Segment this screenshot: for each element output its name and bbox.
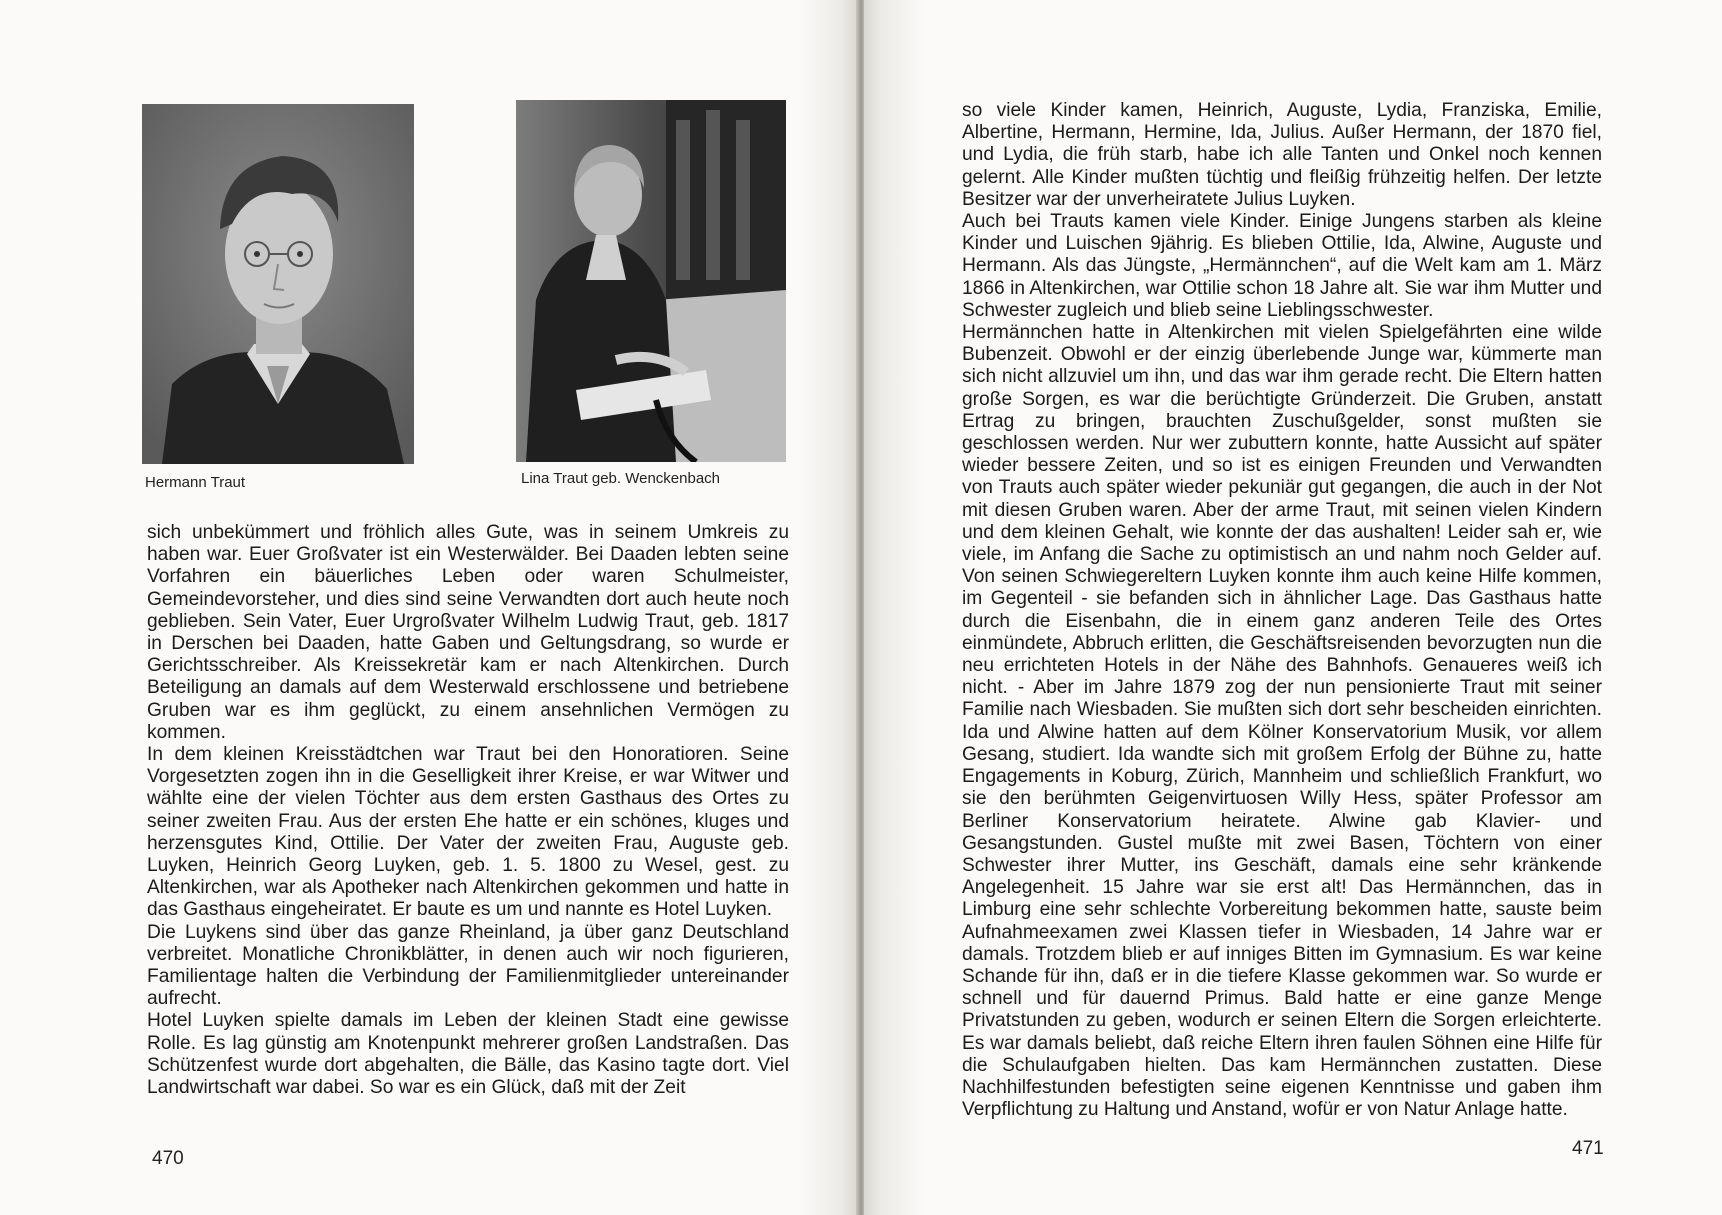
photo-caption: Lina Traut geb. Wenckenbach xyxy=(521,470,721,487)
page-number: 470 xyxy=(152,1148,184,1169)
paragraph: sich unbekümmert und fröhlich alles Gute, was in seinem Umkreis zu haben war. Euer Großvater ist ein Westerwälder. Bei Daaden lebten seine Vorfahren ein bäuerliches Leben oder waren Schulmeister, Gemeindevorsteher, und dies sind seine Verwandten dort auch heute noch geblieben. Sein Vater, Euer Urgroßvater Wilhelm Ludwig Traut, geb. 1817 in Derschen bei Daaden, hatte Gaben und Geltungsdrang, so wurde er Gerichtsschreiber. Als Kreissekretär kam er nach Altenkirchen. Durch Beteiligung an damals auf dem Westerwald erschlossene und betriebene Gruben war es ihm geglückt, zu einem ansehnlichen Vermögen zu kommen. xyxy=(147,522,789,743)
portrait-man-image xyxy=(142,104,414,464)
right-page xyxy=(864,0,1722,1215)
paragraph: Auch bei Trauts kamen viele Kinder. Einige Jungens starben als kleine Kinder und Luischen 9jährig. Es blieben Ottilie, Ida, Alwine, Auguste und Hermann. Als das Jüngste, „Hermännchen“, auf die Welt kam am 1. März 1866 in Altenkirchen, war Ottilie schon 18 Jahre alt. Sie war ihm Mutter und Schwester zugleich und blieb seine Lieblingsschwester. xyxy=(962,211,1602,321)
paragraph: Hermännchen hatte in Altenkirchen mit vielen Spielgefährten eine wilde Bubenzeit. Obwohl er der einzig überlebende Junge war, kümmerte man sich nicht allzuviel um ihn, und das war ihm gerade recht. Die Eltern hatten große Sorgen, es war die berüchtigte Gründerzeit. Die Gruben, anstatt Ertrag zu bringen, brauchten Zuschußgelder, sonst mußten sie geschlossen werden. Nur wer zubuttern konnte, hatte Aussicht auf später wieder bessere Zeiten, und so ist es einigen Freunden und Verwandten von Trauts auch später wieder pekuniär gut gegangen, die auch in der Not mit diesen Gruben waren. Aber der arme Traut, mit seinen vielen Kindern und dem kleinen Gehalt, wie konnte der das aushalten! Leider sah er, wie viele, im Anfang die Sache zu optimistisch an und nahm noch Gelder auf. Von seinen Schwiegereltern Luyken konnte ihm auch keine Hilfe kommen, im Gegenteil - sie befanden sich in ähnlicher Lage. Das Gasthaus hatte durch die Eisenbahn, die in einem ganz anderen Teile des Ortes einmündete, Abbruch erlitten, die Geschäftsreisenden bevorzugten nun die neu errichteten Hotels in der Nähe des Bahnhofs. Genaueres weiß ich nicht. - Aber im Jahre 1879 zog der nun pensionierte Traut mit seiner Familie nach Wiesbaden. Sie mußten sich dort sehr bescheiden einrichten. Ida und Alwine hatten auf dem Kölner Konservatorium Musik, vor allem Gesang, studiert. Ida wandte sich mit großem Erfolg der Bühne zu, hatte Engagements in Koburg, Zürich, Mannheim und schließlich Frankfurt, wo sie den berühmten Geigenvirtuosen Willy Hess, später Professor am Berliner Konservatorium heiratete. Alwine gab Klavier- und Gesangstunden. Gustel mußte mit zwei Basen, Töchtern von einer Schwester ihrer Mutter, ins Geschäft, damals eine sehr kränkende Angelegenheit. 15 Jahre war sie erst alt! Das Hermännchen, das in Limburg eine sehr schlechte Vorbereitung bekommen hatte, sauste beim Aufnahmeexamen zwei Klassen tiefer in Wiesbaden, 14 Jahre war er damals. Trotzdem blieb er auf inniges Bitten im Gymnasium. Es war keine Schande für ihn, daß er in die tiefere Klasse gekommen war. So wurde er schnell und für dauernd Primus. Bald hatte er eine ganze Menge Privatstunden zu geben, wodurch er seinen Eltern die Sorgen erleichterte. Es war damals beliebt, daß reiche Eltern ihren faulen Söhnen eine Hilfe für die Schulaufgaben hielten. Das kam Hermännchen zustatten. Diese Nachhilfestunden befestigten seine eigenen Kenntnisse und gaben ihm Verpflichtung zu Haltung und Anstand, wofür er von Natur Anlage hatte. xyxy=(962,322,1602,1121)
right-body-text xyxy=(962,100,1602,1121)
portrait-woman-image xyxy=(516,100,786,462)
page-number: 471 xyxy=(1572,1138,1604,1159)
left-page xyxy=(0,0,858,1215)
paragraph: so viele Kinder kamen, Heinrich, Auguste, Lydia, Franziska, Emilie, Albertine, Hermann, Hermine, Ida, Julius. Außer Hermann, der 1870 fiel, und Lydia, die früh starb, habe ich alle Tanten und Onkel noch kennen gelernt. Alle Kinder mußten tüchtig und fleißig frühzeitig helfen. Der letzte Besitzer war der unverheiratete Julius Luyken. xyxy=(962,100,1602,210)
paragraph: In dem kleinen Kreisstädtchen war Traut bei den Honoratioren. Seine Vorgesetzten zogen ihn in die Geselligkeit ihrer Kreise, er war Witwer und wählte eine der vielen Töchter aus dem ersten Gasthaus des Ortes zu seiner zweiten Frau. Aus der ersten Ehe hatte er ein schönes, kluges und herzensgutes Kind, Ottilie. Der Vater der zweiten Frau, Auguste geb. Luyken, Heinrich Georg Luyken, geb. 1. 5. 1800 zu Wesel, gest. zu Altenkirchen, war als Apotheker nach Altenkirchen gekommen und hatte in das Gasthaus eingeheiratet. Er baute es um und nannte es Hotel Luyken. xyxy=(147,744,789,921)
paragraph: Hotel Luyken spielte damals im Leben der kleinen Stadt eine gewisse Rolle. Es lag günstig am Knotenpunkt mehrerer großen Landstraßen. Das Schützenfest wurde dort abgehalten, die Bälle, das Kasino tagte dort. Viel Landwirtschaft war dabei. So war es ein Glück, daß mit der Zeit xyxy=(147,1010,789,1099)
left-body-text xyxy=(147,522,789,1099)
photo-caption: Hermann Traut xyxy=(145,474,246,491)
portrait-photo-lina xyxy=(516,100,786,462)
paragraph: Die Luykens sind über das ganze Rheinland, ja über ganz Deutschland verbreitet. Monatliche Chronikblätter, in denen auch wir noch figurieren, Familientage halten die Verbindung der Familienmitglieder untereinander aufrecht. xyxy=(147,921,789,1010)
portrait-photo-hermann xyxy=(142,104,414,464)
